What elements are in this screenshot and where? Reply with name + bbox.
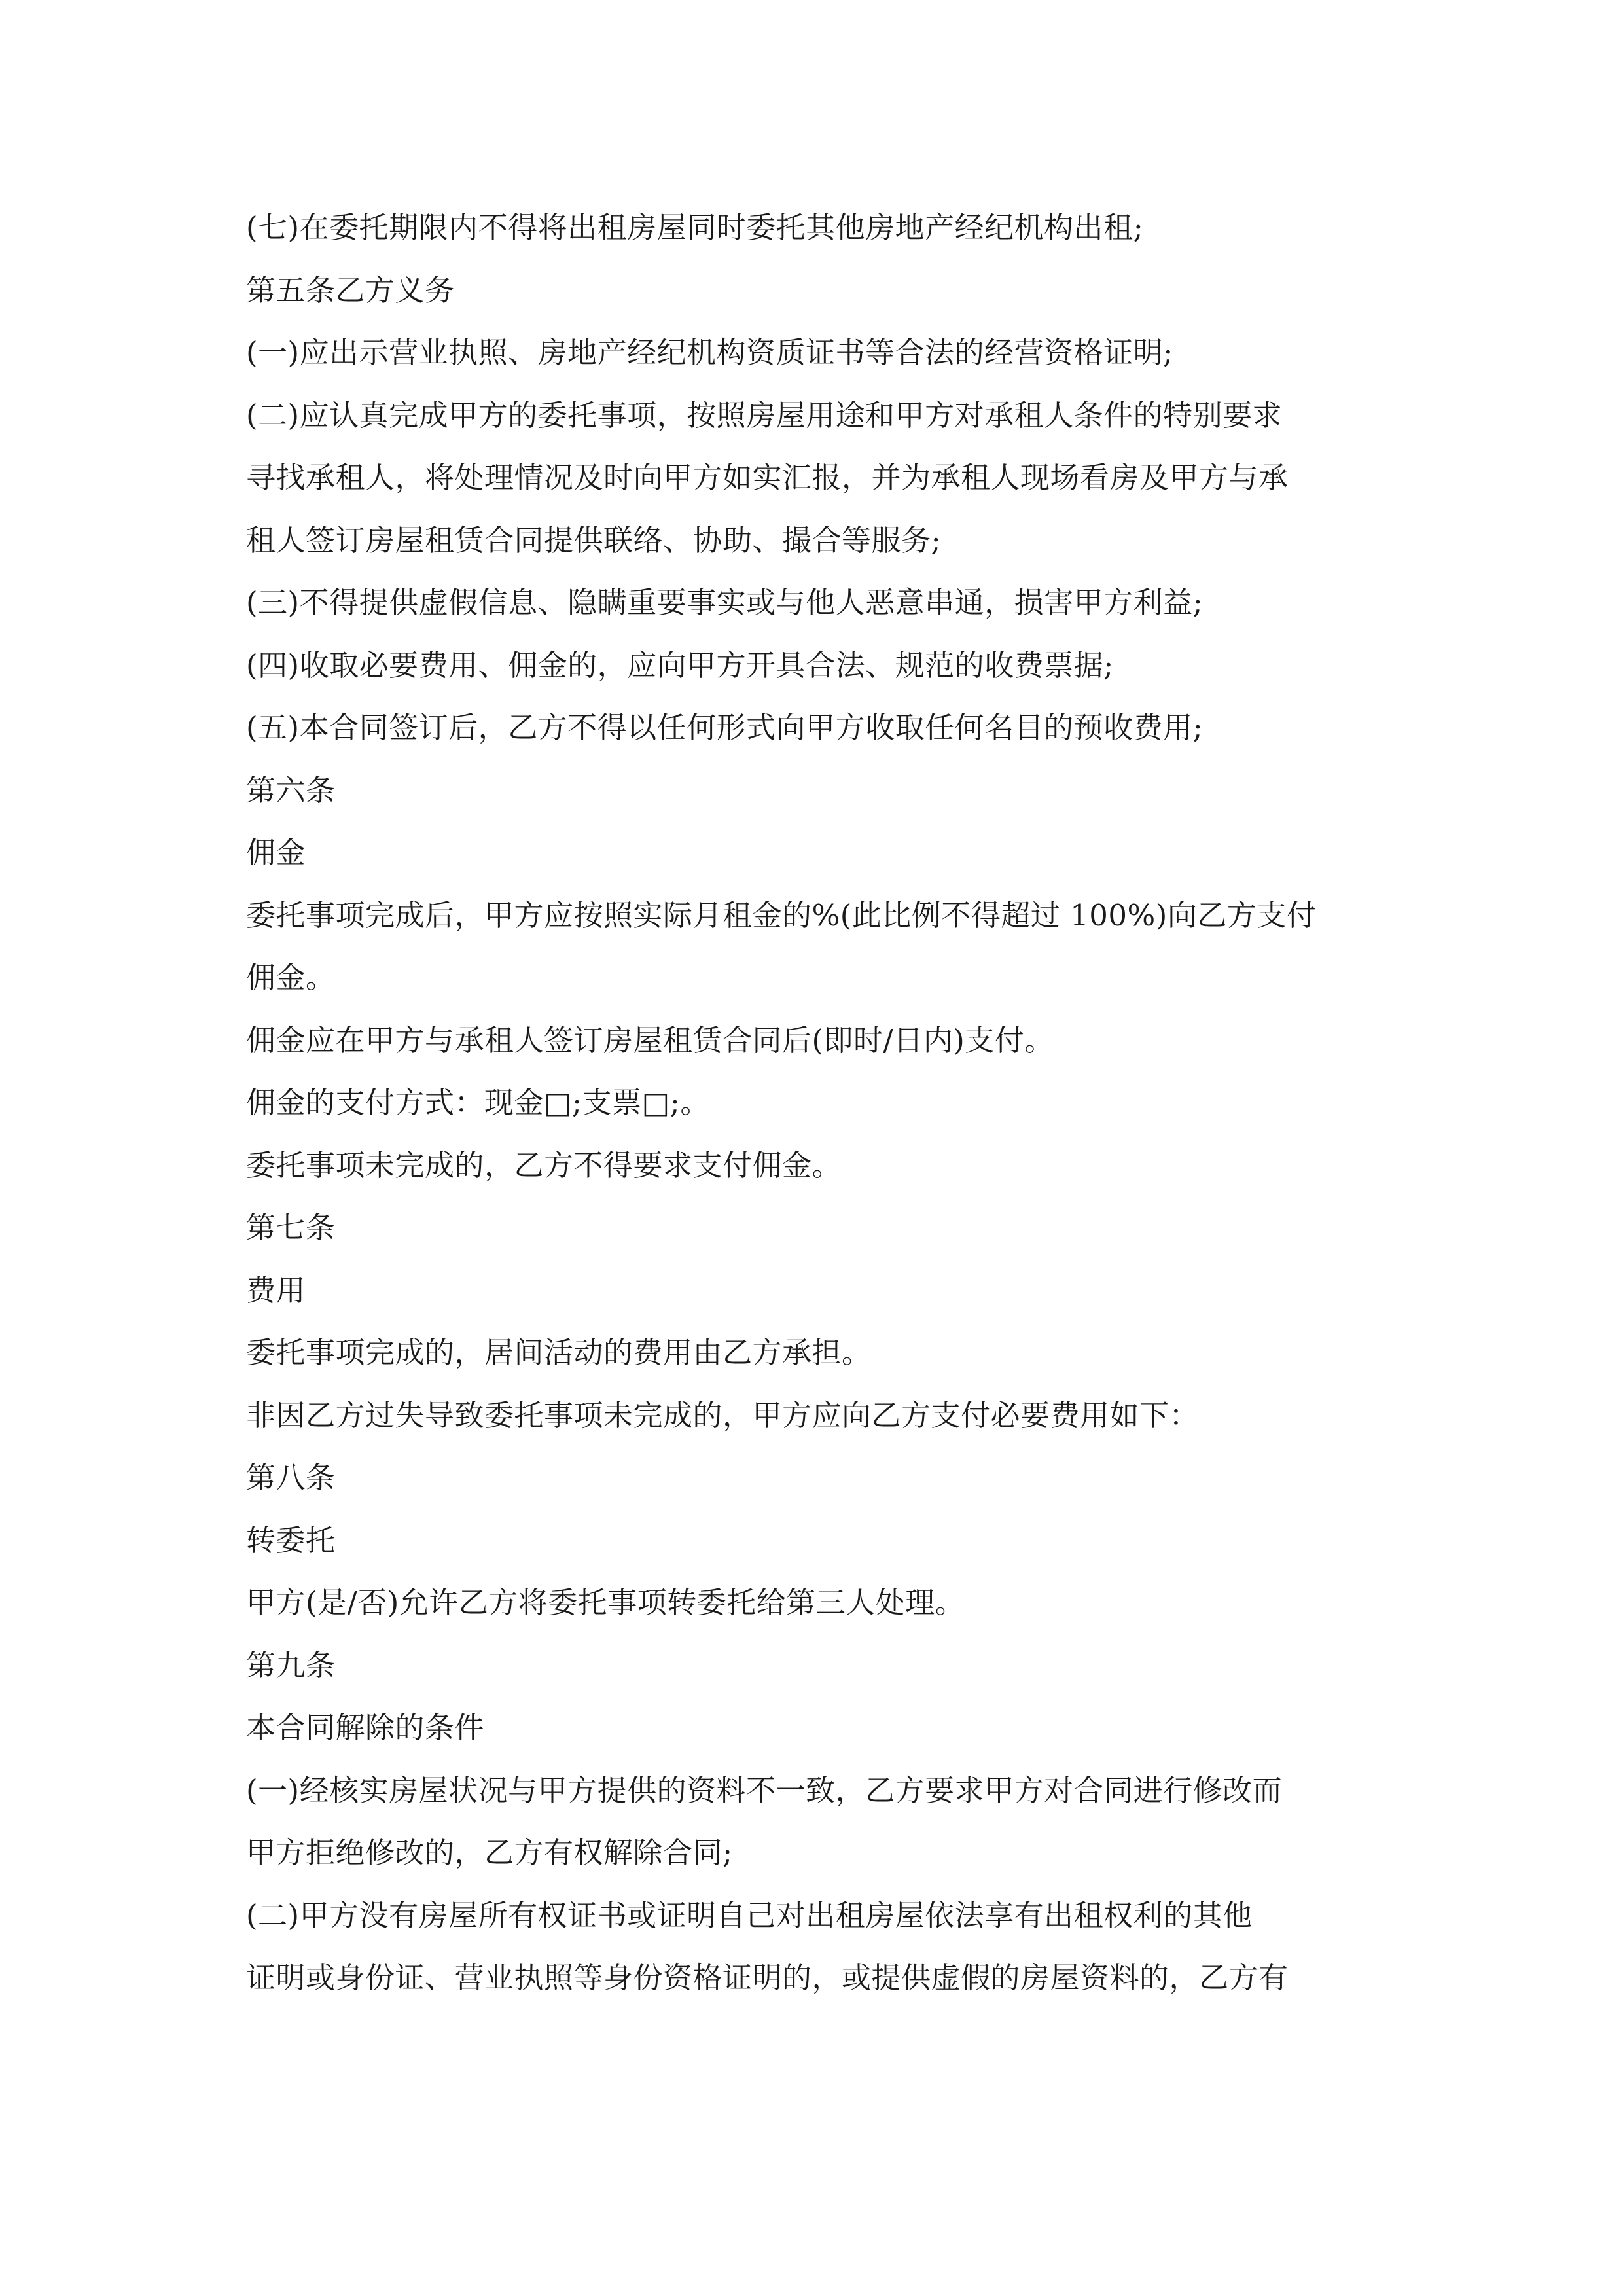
article-title: 转委托 bbox=[246, 1522, 336, 1558]
article-title: 费用 bbox=[246, 1272, 306, 1308]
document-body bbox=[246, 196, 1385, 2009]
clause-line: 租人签订房屋租赁合同提供联络、协助、撮合等服务; bbox=[246, 522, 942, 558]
clause-line: 非因乙方过失导致委托事项未完成的，甲方应向乙方支付必要费用如下： bbox=[246, 1397, 1200, 1433]
clause-line: (一)应出示营业执照、房地产经纪机构资质证书等合法的经营资格证明; bbox=[246, 335, 1173, 370]
article-heading: 第九条 bbox=[246, 1647, 336, 1683]
clause-line: 委托事项完成的，居间活动的费用由乙方承担。 bbox=[246, 1335, 872, 1370]
article-heading: 第七条 bbox=[246, 1210, 336, 1245]
article-title: 佣金 bbox=[246, 835, 306, 870]
clause-line: 佣金的支付方式：现金□;支票□;。 bbox=[246, 1085, 710, 1120]
clause-line: (二)应认真完成甲方的委托事项，按照房屋用途和甲方对承租人条件的特别要求 bbox=[246, 397, 1283, 433]
clause-line: 委托事项完成后，甲方应按照实际月租金的%(此比例不得超过 100%)向乙方支付 bbox=[246, 897, 1317, 933]
clause-line: 佣金应在甲方与承租人签订房屋租赁合同后(即时/日内)支付。 bbox=[246, 1022, 1054, 1058]
clause-line: (五)本合同签订后，乙方不得以任何形式向甲方收取任何名目的预收费用; bbox=[246, 710, 1204, 745]
clause-line: 甲方拒绝修改的，乙方有权解除合同; bbox=[246, 1835, 733, 1870]
article-heading: 第五条乙方义务 bbox=[246, 272, 455, 308]
clause-line: (三)不得提供虚假信息、隐瞒重要事实或与他人恶意串通，损害甲方利益; bbox=[246, 585, 1204, 620]
article-title: 本合同解除的条件 bbox=[246, 1710, 485, 1745]
clause-line: (四)收取必要费用、佣金的，应向甲方开具合法、规范的收费票据; bbox=[246, 647, 1114, 683]
clause-line: (七)在委托期限内不得将出租房屋同时委托其他房地产经纪机构出租; bbox=[246, 210, 1144, 245]
clause-line: 佣金。 bbox=[246, 960, 336, 995]
article-heading: 第八条 bbox=[246, 1460, 336, 1495]
clause-line: (二)甲方没有房屋所有权证书或证明自己对出租房屋依法享有出租权利的其他 bbox=[246, 1897, 1253, 1933]
clause-line: 甲方(是/否)允许乙方将委托事项转委托给第三人处理。 bbox=[246, 1585, 965, 1620]
clause-line: 委托事项未完成的，乙方不得要求支付佣金。 bbox=[246, 1147, 842, 1183]
clause-line: 证明或身份证、营业执照等身份资格证明的，或提供虚假的房屋资料的，乙方有 bbox=[246, 1960, 1289, 1995]
clause-line: (一)经核实房屋状况与甲方提供的资料不一致，乙方要求甲方对合同进行修改而 bbox=[246, 1772, 1283, 1808]
article-heading: 第六条 bbox=[246, 772, 336, 808]
clause-line: 寻找承租人，将处理情况及时向甲方如实汇报，并为承租人现场看房及甲方与承 bbox=[246, 460, 1289, 495]
